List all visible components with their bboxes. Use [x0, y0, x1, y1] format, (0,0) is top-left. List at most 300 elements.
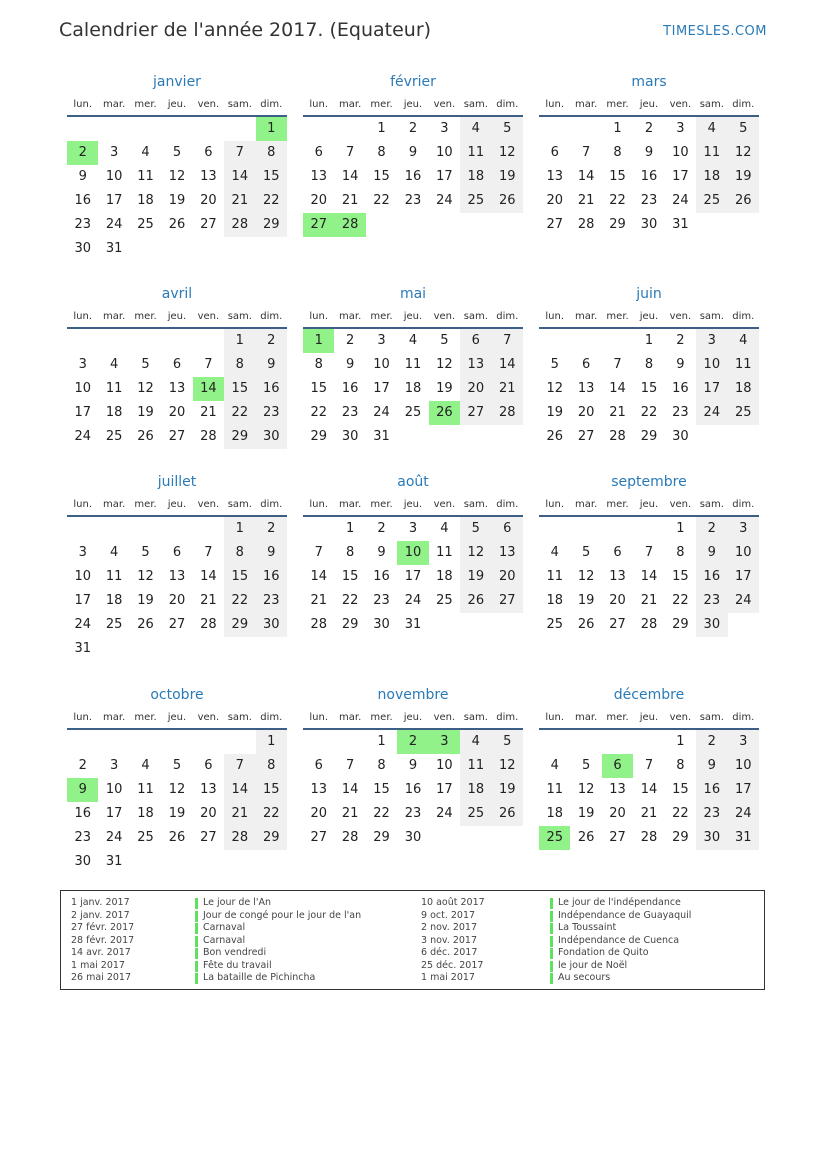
day-cell[interactable]: 12 — [436, 357, 453, 372]
day-cell[interactable]: 8 — [644, 357, 654, 372]
day-cell[interactable]: 25 — [137, 217, 154, 232]
day-cell[interactable]: 6 — [550, 145, 559, 160]
day-cell[interactable]: 17 — [672, 169, 689, 184]
day-cell[interactable]: 2 — [256, 517, 287, 541]
day-cell[interactable]: 10 — [74, 569, 91, 584]
day-cell[interactable]: 5 — [492, 730, 523, 754]
day-cell[interactable]: 14 — [609, 381, 626, 396]
day-cell[interactable]: 25 — [137, 830, 154, 845]
day-cell[interactable]: 19 — [436, 381, 453, 396]
day-cell[interactable]: 9 — [408, 145, 418, 160]
day-cell[interactable]: 12 — [577, 569, 595, 584]
day-cell[interactable]: 23 — [404, 193, 422, 208]
day-cell[interactable]: 8 — [676, 758, 685, 773]
day-cell[interactable]: 19 — [168, 806, 186, 821]
day-cell[interactable]: 3 — [408, 521, 418, 536]
day-cell[interactable]: 31 — [105, 854, 123, 869]
day-cell[interactable]: 5 — [492, 117, 523, 141]
day-cell[interactable]: 28 — [200, 429, 217, 444]
day-cell[interactable]: 30 — [640, 217, 658, 232]
day-cell[interactable]: 17 — [436, 169, 453, 184]
day-cell[interactable]: 22 — [672, 806, 689, 821]
day-cell[interactable]: 8 — [256, 754, 287, 778]
day-cell[interactable]: 12 — [492, 141, 523, 165]
day-cell[interactable]: 27 — [168, 617, 186, 632]
day-cell[interactable]: 30 — [74, 854, 91, 869]
day-cell[interactable]: 4 — [550, 758, 559, 773]
day-cell[interactable]: 11 — [460, 754, 491, 778]
day-cell[interactable]: 6 — [581, 357, 591, 372]
day-cell[interactable]: 5 — [728, 117, 759, 141]
day-cell[interactable]: 16 — [672, 381, 689, 396]
day-cell[interactable]: 29 — [373, 830, 390, 845]
day-cell[interactable]: 30 — [256, 425, 287, 449]
day-cell[interactable]: 6 — [460, 329, 491, 353]
day-cell[interactable]: 10 — [672, 145, 689, 160]
day-cell[interactable]: 20 — [200, 193, 217, 208]
day-cell[interactable]: 21 — [341, 806, 359, 821]
day-cell[interactable]: 15 — [672, 782, 689, 797]
day-cell[interactable]: 26 — [137, 429, 154, 444]
day-cell[interactable]: 11 — [105, 569, 123, 584]
day-cell[interactable]: 29 — [310, 429, 327, 444]
day-cell[interactable]: 15 — [310, 381, 327, 396]
day-cell[interactable]: 9 — [256, 541, 287, 565]
day-cell[interactable]: 25 — [105, 617, 123, 632]
day-cell[interactable]: 24 — [672, 193, 689, 208]
holiday-day-cell[interactable]: 10 — [397, 541, 428, 565]
day-cell[interactable]: 14 — [224, 165, 255, 189]
day-cell[interactable]: 23 — [696, 802, 727, 826]
day-cell[interactable]: 18 — [137, 806, 154, 821]
day-cell[interactable]: 2 — [78, 758, 87, 773]
day-cell[interactable]: 14 — [492, 353, 523, 377]
day-cell[interactable]: 16 — [696, 565, 727, 589]
day-cell[interactable]: 2 — [696, 730, 727, 754]
day-cell[interactable]: 16 — [341, 381, 359, 396]
day-cell[interactable]: 19 — [577, 806, 595, 821]
day-cell[interactable]: 12 — [546, 381, 563, 396]
day-cell[interactable]: 4 — [728, 329, 759, 353]
day-cell[interactable]: 2 — [377, 521, 386, 536]
day-cell[interactable]: 20 — [310, 193, 327, 208]
day-cell[interactable]: 22 — [341, 593, 359, 608]
day-cell[interactable]: 1 — [644, 333, 654, 348]
day-cell[interactable]: 20 — [546, 193, 563, 208]
day-cell[interactable]: 31 — [74, 641, 91, 656]
day-cell[interactable]: 14 — [341, 169, 359, 184]
day-cell[interactable]: 15 — [640, 381, 658, 396]
day-cell[interactable]: 14 — [200, 569, 217, 584]
day-cell[interactable]: 19 — [577, 593, 595, 608]
day-cell[interactable]: 4 — [550, 545, 559, 560]
day-cell[interactable]: 18 — [460, 778, 491, 802]
day-cell[interactable]: 1 — [377, 121, 386, 136]
day-cell[interactable]: 8 — [345, 545, 355, 560]
day-cell[interactable]: 27 — [609, 617, 626, 632]
holiday-day-cell[interactable]: 25 — [539, 826, 570, 850]
day-cell[interactable]: 16 — [74, 806, 91, 821]
day-cell[interactable]: 22 — [672, 593, 689, 608]
day-cell[interactable]: 9 — [644, 145, 654, 160]
day-cell[interactable]: 21 — [224, 189, 255, 213]
holiday-day-cell[interactable]: 6 — [602, 754, 633, 778]
day-cell[interactable]: 9 — [345, 357, 355, 372]
day-cell[interactable]: 30 — [696, 826, 727, 850]
day-cell[interactable]: 31 — [105, 241, 123, 256]
day-cell[interactable]: 22 — [609, 193, 626, 208]
day-cell[interactable]: 31 — [728, 826, 759, 850]
day-cell[interactable]: 27 — [492, 589, 523, 613]
day-cell[interactable]: 15 — [256, 778, 287, 802]
day-cell[interactable]: 13 — [492, 541, 523, 565]
day-cell[interactable]: 3 — [728, 517, 759, 541]
day-cell[interactable]: 11 — [696, 141, 727, 165]
day-cell[interactable]: 2 — [345, 333, 355, 348]
day-cell[interactable]: 7 — [224, 754, 255, 778]
day-cell[interactable]: 16 — [74, 193, 91, 208]
day-cell[interactable]: 15 — [373, 169, 390, 184]
day-cell[interactable]: 3 — [377, 333, 386, 348]
day-cell[interactable]: 7 — [345, 758, 355, 773]
day-cell[interactable]: 29 — [224, 613, 255, 637]
day-cell[interactable]: 24 — [105, 217, 123, 232]
day-cell[interactable]: 19 — [168, 193, 186, 208]
day-cell[interactable]: 6 — [314, 145, 323, 160]
day-cell[interactable]: 3 — [109, 145, 119, 160]
day-cell[interactable]: 2 — [676, 333, 685, 348]
holiday-day-cell[interactable]: 1 — [303, 329, 334, 353]
day-cell[interactable]: 17 — [105, 193, 123, 208]
day-cell[interactable]: 16 — [404, 169, 422, 184]
day-cell[interactable]: 21 — [640, 593, 658, 608]
day-cell[interactable]: 16 — [256, 377, 287, 401]
day-cell[interactable]: 17 — [404, 569, 422, 584]
day-cell[interactable]: 11 — [105, 381, 123, 396]
day-cell[interactable]: 4 — [460, 117, 491, 141]
day-cell[interactable]: 7 — [204, 357, 213, 372]
day-cell[interactable]: 6 — [492, 517, 523, 541]
day-cell[interactable]: 28 — [310, 617, 327, 632]
day-cell[interactable]: 23 — [256, 401, 287, 425]
day-cell[interactable]: 14 — [224, 778, 255, 802]
day-cell[interactable]: 11 — [137, 782, 154, 797]
day-cell[interactable]: 22 — [256, 189, 287, 213]
day-cell[interactable]: 10 — [436, 145, 453, 160]
day-cell[interactable]: 4 — [141, 145, 150, 160]
holiday-day-cell[interactable]: 28 — [334, 213, 365, 237]
day-cell[interactable]: 21 — [640, 806, 658, 821]
day-cell[interactable]: 7 — [314, 545, 323, 560]
day-cell[interactable]: 13 — [168, 569, 186, 584]
day-cell[interactable]: 7 — [644, 758, 654, 773]
day-cell[interactable]: 9 — [377, 545, 386, 560]
day-cell[interactable]: 27 — [460, 401, 491, 425]
day-cell[interactable]: 23 — [74, 217, 91, 232]
day-cell[interactable]: 26 — [577, 617, 595, 632]
day-cell[interactable]: 7 — [581, 145, 591, 160]
day-cell[interactable]: 2 — [408, 121, 418, 136]
day-cell[interactable]: 5 — [141, 357, 150, 372]
day-cell[interactable]: 18 — [105, 593, 123, 608]
day-cell[interactable]: 21 — [200, 405, 217, 420]
day-cell[interactable]: 24 — [74, 429, 91, 444]
day-cell[interactable]: 12 — [168, 782, 186, 797]
day-cell[interactable]: 5 — [440, 333, 449, 348]
day-cell[interactable]: 13 — [460, 353, 491, 377]
day-cell[interactable]: 17 — [728, 778, 759, 802]
day-cell[interactable]: 19 — [492, 778, 523, 802]
day-cell[interactable]: 9 — [78, 169, 87, 184]
day-cell[interactable]: 24 — [728, 589, 759, 613]
day-cell[interactable]: 24 — [696, 401, 727, 425]
day-cell[interactable]: 13 — [310, 169, 327, 184]
day-cell[interactable]: 6 — [613, 545, 622, 560]
day-cell[interactable]: 24 — [436, 806, 453, 821]
day-cell[interactable]: 20 — [168, 405, 186, 420]
holiday-day-cell[interactable]: 2 — [67, 141, 98, 165]
day-cell[interactable]: 25 — [404, 405, 422, 420]
day-cell[interactable]: 15 — [672, 569, 689, 584]
day-cell[interactable]: 7 — [204, 545, 213, 560]
day-cell[interactable]: 30 — [74, 241, 91, 256]
day-cell[interactable]: 23 — [640, 193, 658, 208]
day-cell[interactable]: 1 — [224, 517, 255, 541]
day-cell[interactable]: 30 — [341, 429, 359, 444]
day-cell[interactable]: 16 — [640, 169, 658, 184]
day-cell[interactable]: 15 — [256, 165, 287, 189]
day-cell[interactable]: 21 — [492, 377, 523, 401]
day-cell[interactable]: 29 — [341, 617, 359, 632]
day-cell[interactable]: 27 — [310, 830, 327, 845]
day-cell[interactable]: 1 — [256, 730, 287, 754]
day-cell[interactable]: 26 — [577, 830, 595, 845]
day-cell[interactable]: 15 — [224, 377, 255, 401]
day-cell[interactable]: 14 — [640, 782, 658, 797]
day-cell[interactable]: 10 — [105, 169, 123, 184]
day-cell[interactable]: 22 — [224, 401, 255, 425]
day-cell[interactable]: 13 — [609, 569, 626, 584]
day-cell[interactable]: 19 — [137, 593, 154, 608]
day-cell[interactable]: 5 — [550, 357, 559, 372]
day-cell[interactable]: 24 — [436, 193, 453, 208]
day-cell[interactable]: 17 — [74, 405, 91, 420]
day-cell[interactable]: 30 — [696, 613, 727, 637]
day-cell[interactable]: 8 — [224, 353, 255, 377]
day-cell[interactable]: 7 — [224, 141, 255, 165]
day-cell[interactable]: 26 — [728, 189, 759, 213]
day-cell[interactable]: 9 — [256, 353, 287, 377]
day-cell[interactable]: 6 — [314, 758, 323, 773]
day-cell[interactable]: 10 — [728, 754, 759, 778]
day-cell[interactable]: 3 — [440, 121, 449, 136]
day-cell[interactable]: 8 — [676, 545, 685, 560]
day-cell[interactable]: 14 — [577, 169, 595, 184]
day-cell[interactable]: 27 — [577, 429, 595, 444]
day-cell[interactable]: 15 — [373, 782, 390, 797]
day-cell[interactable]: 12 — [577, 782, 595, 797]
holiday-day-cell[interactable]: 9 — [67, 778, 98, 802]
day-cell[interactable]: 27 — [200, 830, 217, 845]
day-cell[interactable]: 15 — [224, 565, 255, 589]
day-cell[interactable]: 29 — [609, 217, 626, 232]
day-cell[interactable]: 18 — [696, 165, 727, 189]
day-cell[interactable]: 28 — [224, 213, 255, 237]
day-cell[interactable]: 29 — [640, 429, 658, 444]
day-cell[interactable]: 17 — [696, 377, 727, 401]
day-cell[interactable]: 21 — [310, 593, 327, 608]
day-cell[interactable]: 13 — [200, 782, 217, 797]
day-cell[interactable]: 20 — [609, 806, 626, 821]
day-cell[interactable]: 31 — [373, 429, 390, 444]
day-cell[interactable]: 26 — [492, 802, 523, 826]
day-cell[interactable]: 28 — [200, 617, 217, 632]
day-cell[interactable]: 8 — [314, 357, 323, 372]
day-cell[interactable]: 22 — [224, 589, 255, 613]
day-cell[interactable]: 4 — [696, 117, 727, 141]
day-cell[interactable]: 12 — [168, 169, 186, 184]
day-cell[interactable]: 14 — [640, 569, 658, 584]
day-cell[interactable]: 12 — [728, 141, 759, 165]
day-cell[interactable]: 13 — [609, 782, 626, 797]
day-cell[interactable]: 18 — [546, 593, 563, 608]
day-cell[interactable]: 11 — [546, 569, 563, 584]
day-cell[interactable]: 7 — [492, 329, 523, 353]
day-cell[interactable]: 24 — [74, 617, 91, 632]
day-cell[interactable]: 1 — [377, 734, 386, 749]
holiday-day-cell[interactable]: 3 — [429, 730, 460, 754]
day-cell[interactable]: 24 — [728, 802, 759, 826]
day-cell[interactable]: 25 — [546, 617, 563, 632]
day-cell[interactable]: 3 — [109, 758, 119, 773]
day-cell[interactable]: 11 — [546, 782, 563, 797]
day-cell[interactable]: 24 — [404, 593, 422, 608]
day-cell[interactable]: 27 — [200, 217, 217, 232]
day-cell[interactable]: 12 — [137, 569, 154, 584]
day-cell[interactable]: 22 — [373, 806, 390, 821]
day-cell[interactable]: 3 — [78, 357, 87, 372]
day-cell[interactable]: 18 — [460, 165, 491, 189]
day-cell[interactable]: 18 — [404, 381, 422, 396]
day-cell[interactable]: 5 — [141, 545, 150, 560]
day-cell[interactable]: 4 — [440, 521, 449, 536]
day-cell[interactable]: 2 — [696, 517, 727, 541]
day-cell[interactable]: 26 — [168, 217, 186, 232]
day-cell[interactable]: 9 — [696, 754, 727, 778]
day-cell[interactable]: 21 — [341, 193, 359, 208]
day-cell[interactable]: 28 — [224, 826, 255, 850]
day-cell[interactable]: 12 — [137, 381, 154, 396]
day-cell[interactable]: 2 — [256, 329, 287, 353]
day-cell[interactable]: 30 — [404, 830, 422, 845]
day-cell[interactable]: 18 — [728, 377, 759, 401]
day-cell[interactable]: 29 — [256, 826, 287, 850]
day-cell[interactable]: 19 — [137, 405, 154, 420]
day-cell[interactable]: 3 — [78, 545, 87, 560]
day-cell[interactable]: 13 — [546, 169, 563, 184]
day-cell[interactable]: 26 — [460, 589, 491, 613]
day-cell[interactable]: 28 — [640, 617, 658, 632]
day-cell[interactable]: 8 — [613, 145, 622, 160]
day-cell[interactable]: 25 — [728, 401, 759, 425]
day-cell[interactable]: 17 — [105, 806, 123, 821]
day-cell[interactable]: 13 — [168, 381, 186, 396]
day-cell[interactable]: 5 — [460, 517, 491, 541]
day-cell[interactable]: 4 — [460, 730, 491, 754]
day-cell[interactable]: 21 — [577, 193, 595, 208]
day-cell[interactable]: 7 — [613, 357, 622, 372]
day-cell[interactable]: 17 — [728, 565, 759, 589]
day-cell[interactable]: 11 — [137, 169, 154, 184]
day-cell[interactable]: 31 — [672, 217, 689, 232]
day-cell[interactable]: 20 — [168, 593, 186, 608]
day-cell[interactable]: 1 — [676, 521, 685, 536]
holiday-day-cell[interactable]: 2 — [397, 730, 428, 754]
day-cell[interactable]: 11 — [404, 357, 422, 372]
day-cell[interactable]: 30 — [373, 617, 390, 632]
day-cell[interactable]: 1 — [345, 521, 355, 536]
day-cell[interactable]: 7 — [345, 145, 355, 160]
day-cell[interactable]: 19 — [546, 405, 563, 420]
day-cell[interactable]: 17 — [436, 782, 453, 797]
day-cell[interactable]: 23 — [341, 405, 359, 420]
day-cell[interactable]: 12 — [492, 754, 523, 778]
day-cell[interactable]: 23 — [696, 589, 727, 613]
day-cell[interactable]: 26 — [492, 189, 523, 213]
day-cell[interactable]: 6 — [204, 758, 213, 773]
day-cell[interactable]: 31 — [404, 617, 422, 632]
day-cell[interactable]: 20 — [460, 377, 491, 401]
day-cell[interactable]: 10 — [696, 353, 727, 377]
day-cell[interactable]: 15 — [609, 169, 626, 184]
day-cell[interactable]: 28 — [492, 401, 523, 425]
brand-logo[interactable]: TIMESLES.COM — [663, 24, 767, 39]
day-cell[interactable]: 13 — [577, 381, 595, 396]
day-cell[interactable]: 6 — [172, 545, 182, 560]
day-cell[interactable]: 4 — [141, 758, 150, 773]
day-cell[interactable]: 6 — [172, 357, 182, 372]
day-cell[interactable]: 20 — [577, 405, 595, 420]
day-cell[interactable]: 27 — [168, 429, 186, 444]
day-cell[interactable]: 7 — [644, 545, 654, 560]
day-cell[interactable]: 11 — [460, 141, 491, 165]
day-cell[interactable]: 4 — [109, 357, 119, 372]
day-cell[interactable]: 26 — [137, 617, 154, 632]
day-cell[interactable]: 23 — [256, 589, 287, 613]
day-cell[interactable]: 23 — [373, 593, 390, 608]
day-cell[interactable]: 16 — [256, 565, 287, 589]
day-cell[interactable]: 3 — [728, 730, 759, 754]
day-cell[interactable]: 27 — [609, 830, 626, 845]
day-cell[interactable]: 3 — [696, 329, 727, 353]
day-cell[interactable]: 6 — [204, 145, 213, 160]
day-cell[interactable]: 29 — [672, 830, 689, 845]
day-cell[interactable]: 16 — [404, 782, 422, 797]
day-cell[interactable]: 14 — [310, 569, 327, 584]
day-cell[interactable]: 3 — [676, 121, 685, 136]
day-cell[interactable]: 17 — [74, 593, 91, 608]
day-cell[interactable]: 21 — [609, 405, 626, 420]
day-cell[interactable]: 27 — [546, 217, 563, 232]
day-cell[interactable]: 4 — [109, 545, 119, 560]
day-cell[interactable]: 20 — [310, 806, 327, 821]
day-cell[interactable]: 29 — [256, 213, 287, 237]
day-cell[interactable]: 16 — [696, 778, 727, 802]
day-cell[interactable]: 18 — [546, 806, 563, 821]
day-cell[interactable]: 17 — [373, 381, 390, 396]
day-cell[interactable]: 5 — [172, 145, 182, 160]
day-cell[interactable]: 22 — [310, 405, 327, 420]
